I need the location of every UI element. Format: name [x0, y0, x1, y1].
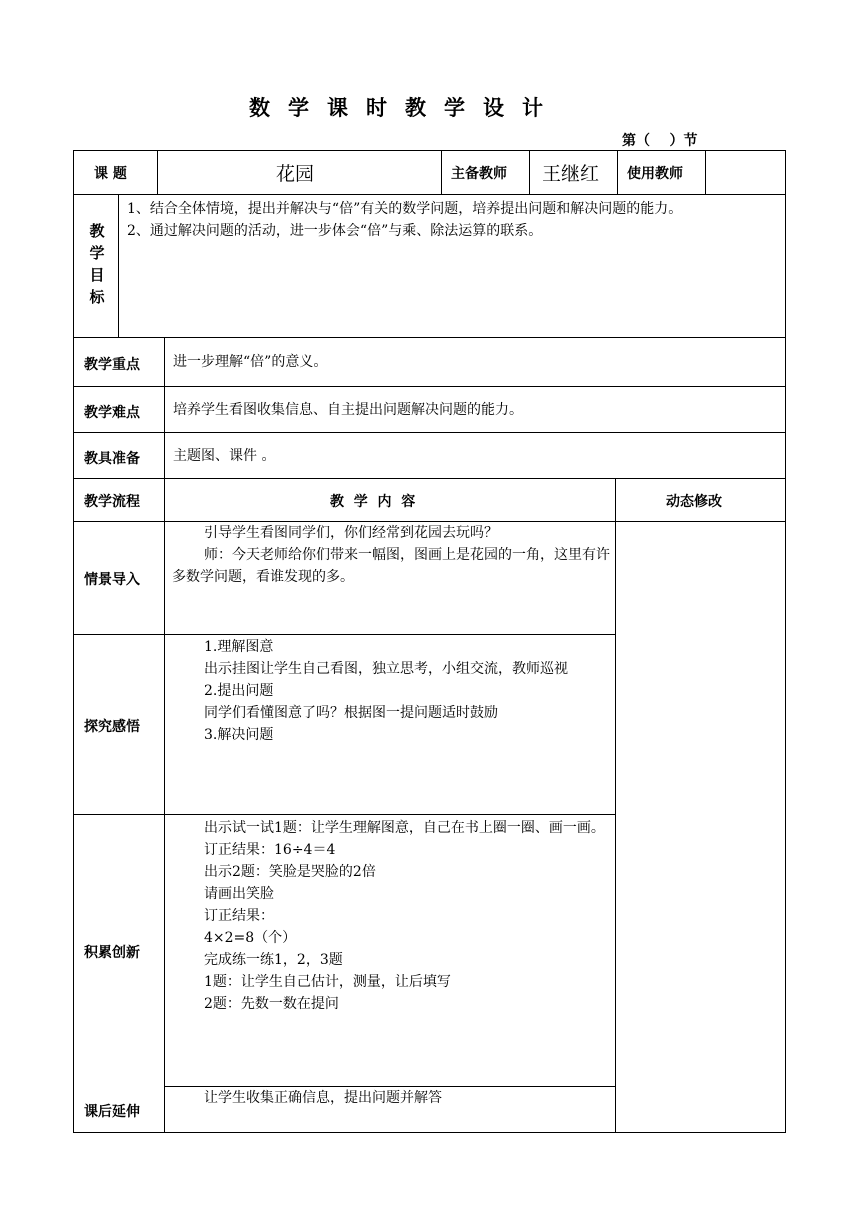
goals-list	[127, 198, 782, 242]
explore-line: 出示挂图让学生自己看图，独立思考，小组交流，教师巡视	[204, 661, 568, 677]
topic-value: 花园	[276, 163, 315, 185]
page-title: 数学课时教学设计	[249, 96, 561, 120]
main-teacher-value: 王继红	[542, 163, 600, 185]
difficulty-label: 教学难点	[84, 405, 140, 421]
accumulate-line: 订正结果：	[204, 908, 274, 924]
explore-line: 2.提出问题	[204, 683, 274, 699]
extend-content	[172, 1087, 612, 1109]
key-point-text: 进一步理解“倍”的意义。	[173, 354, 328, 370]
accumulate-content	[172, 817, 612, 1015]
tools-label: 教具准备	[84, 451, 140, 467]
goals-label: 教 学 目 标	[89, 222, 105, 306]
revision-header: 动态修改	[666, 494, 722, 510]
content-header: 教 学 内 容	[330, 494, 416, 510]
explore-line: 1.理解图意	[204, 639, 274, 655]
key-point-label: 教学重点	[84, 357, 140, 373]
tools-text: 主题图、课件 。	[173, 448, 276, 464]
user-teacher-label: 使用教师	[627, 166, 683, 182]
explore-label: 探究感悟	[84, 719, 140, 735]
accumulate-line: 订正结果：16÷4＝4	[204, 842, 336, 858]
explore-content	[172, 636, 612, 746]
intro-content	[172, 522, 612, 588]
intro-line: 师：今天老师给你们带来一幅图，图画上是花园的一角，这里有许多数学问题，看谁发现的多。	[172, 547, 610, 585]
flow-label: 教学流程	[84, 494, 140, 510]
goal-item: 2、通过解决问题的活动，进一步体会“倍”与乘、除法运算的联系。	[127, 223, 543, 239]
explore-line: 3.解决问题	[204, 727, 274, 743]
accumulate-line: 请画出笑脸	[204, 886, 274, 902]
difficulty-text: 培养学生看图收集信息、自主提出问题解决问题的能力。	[173, 402, 523, 418]
main-teacher-label: 主备教师	[451, 166, 507, 182]
section-number: 第（ ）节	[622, 133, 698, 149]
accumulate-line: 1题：让学生自己估计，测量，让后填写	[204, 974, 451, 990]
topic-label: 课 题	[94, 166, 127, 182]
intro-label: 情景导入	[84, 572, 140, 588]
accumulate-label: 积累创新	[84, 945, 140, 961]
accumulate-line: 2题：先数一数在提问	[204, 996, 339, 1012]
accumulate-line: 出示2题：笑脸是哭脸的2倍	[204, 864, 376, 880]
extend-label: 课后延伸	[84, 1104, 140, 1120]
goal-item: 1、结合全体情境，提出并解决与“倍”有关的数学问题，培养提出问题和解决问题的能力。	[127, 201, 683, 217]
accumulate-line: 出示试一试1题：让学生理解图意，自己在书上圈一圈、画一画。	[204, 820, 605, 836]
extend-line: 让学生收集正确信息，提出问题并解答	[204, 1090, 442, 1106]
accumulate-line: 完成练一练1，2，3题	[204, 952, 343, 968]
accumulate-line: 4×2=8（个）	[204, 930, 297, 946]
intro-line: 引导学生看图同学们，你们经常到花园去玩吗？	[204, 525, 498, 541]
explore-line: 同学们看懂图意了吗？根据图一提问题适时鼓励	[204, 705, 498, 721]
